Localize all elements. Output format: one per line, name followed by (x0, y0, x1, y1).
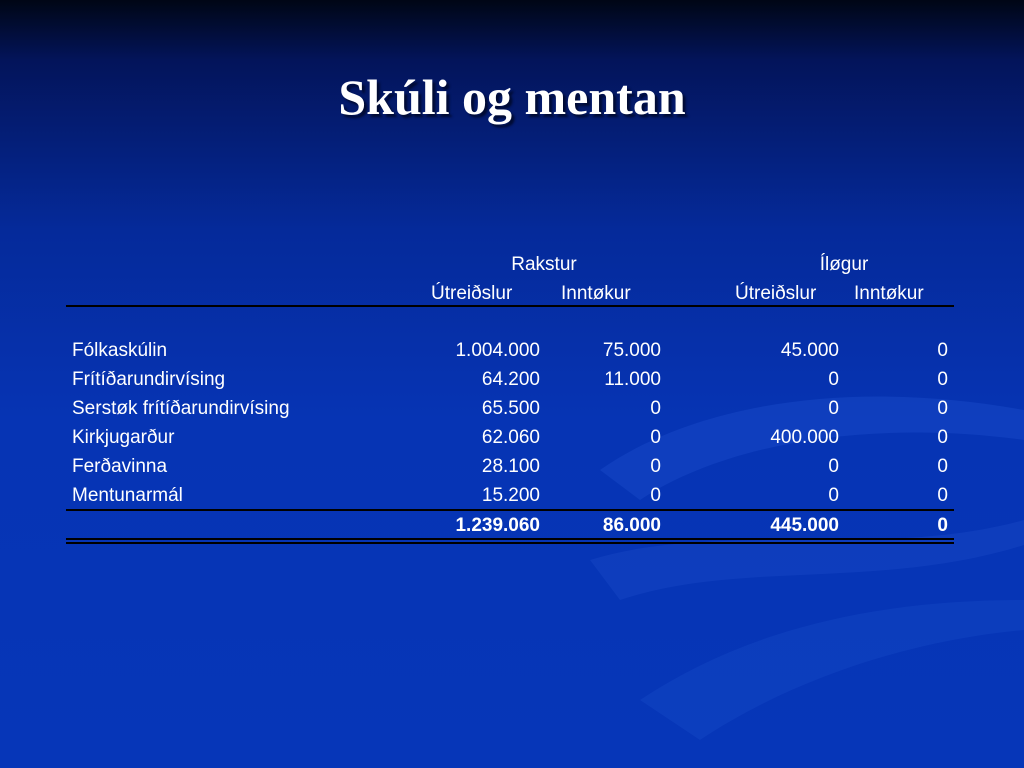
sub-header-utreidslur-2: Útreiðslur (735, 283, 817, 304)
total-value: 445.000 (770, 515, 839, 536)
group-header-rakstur: Rakstur (511, 254, 577, 275)
table-row (66, 365, 954, 394)
table-row (66, 481, 954, 510)
row-value: 0 (650, 485, 661, 506)
double-rule-bottom (66, 542, 954, 544)
row-value: 45.000 (780, 340, 839, 361)
row-value: 0 (828, 456, 839, 477)
double-rule-top (66, 538, 954, 540)
table-row (66, 452, 954, 481)
group-header-ilogur: Íløgur (819, 254, 869, 275)
row-value: 0 (828, 369, 839, 390)
row-label: Serstøk frítíðarundirvísing (72, 398, 290, 419)
row-label: Kirkjugarður (72, 427, 175, 448)
row-value: 0 (650, 398, 661, 419)
row-value: 64.200 (481, 369, 540, 390)
row-value: 28.100 (481, 456, 540, 477)
row-value: 0 (828, 398, 839, 419)
total-value: 86.000 (602, 515, 661, 536)
row-value: 0 (937, 369, 948, 390)
row-label: Fólkaskúlin (72, 340, 168, 361)
sub-header-inntokur-2: Inntøkur (854, 283, 924, 304)
totals-row (66, 511, 954, 540)
row-label: Ferðavinna (72, 456, 168, 477)
row-value: 0 (650, 427, 661, 448)
row-value: 0 (937, 427, 948, 448)
row-value: 1.004.000 (455, 340, 540, 361)
row-value: 0 (937, 485, 948, 506)
row-value: 0 (828, 485, 839, 506)
row-value: 65.500 (481, 398, 540, 419)
slide-title: Skúli og mentan (338, 69, 686, 125)
sub-header-inntokur-1: Inntøkur (561, 283, 631, 304)
row-value: 0 (650, 456, 661, 477)
table-row (66, 336, 954, 365)
row-label: Mentunarmál (72, 485, 183, 506)
total-value: 1.239.060 (455, 515, 540, 536)
row-value: 400.000 (770, 427, 839, 448)
row-value: 0 (937, 456, 948, 477)
row-label: Frítíðarundirvísing (72, 369, 226, 390)
row-value: 0 (937, 398, 948, 419)
sub-header-utreidslur-1: Útreiðslur (431, 283, 513, 304)
sub-header-row (66, 279, 954, 308)
row-value: 75.000 (602, 340, 661, 361)
row-value: 0 (937, 340, 948, 361)
row-value: 62.060 (481, 427, 540, 448)
header-rule (66, 305, 954, 307)
table-row (66, 423, 954, 452)
row-value: 11.000 (604, 369, 661, 390)
group-header-row (66, 250, 954, 279)
total-value: 0 (937, 515, 948, 536)
table-row (66, 394, 954, 423)
row-value: 15.200 (481, 485, 540, 506)
